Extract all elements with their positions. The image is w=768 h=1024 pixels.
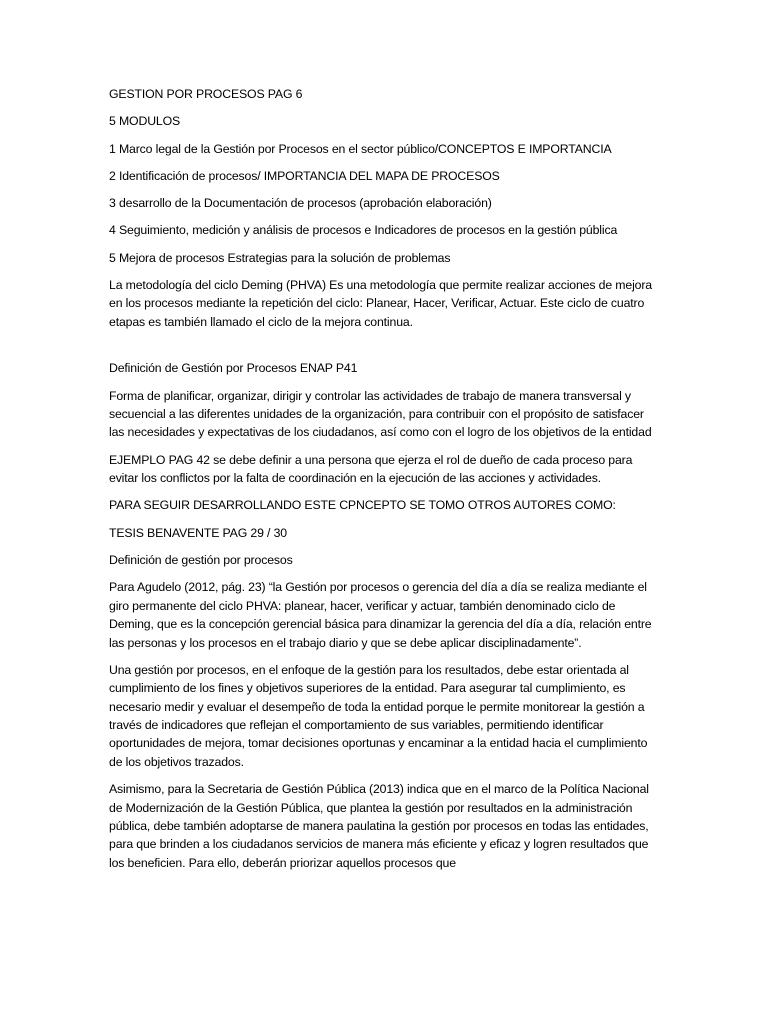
modules-label: 5 MODULOS bbox=[109, 114, 181, 129]
continue-note: PARA SEGUIR DESARROLLANDO ESTE CPNCEPTO SE TOMO OTROS AUTORES COMO: bbox=[109, 498, 616, 513]
thesis-heading: TESIS BENAVENTE PAG 29 / 30 bbox=[109, 525, 287, 540]
document-page bbox=[109, 85, 661, 881]
definition-heading: Definición de Gestión por Procesos ENAP P41 bbox=[109, 361, 358, 376]
module-item-3: 3 desarrollo de la Documentación de procesos (aprobación elaboración) bbox=[109, 196, 492, 211]
secretaria-paragraph: Asimismo, para la Secretaria de Gestión Pública (2013) indica que en el marco de la Política Nacional de Modernización de la Gestión Pública, que plantea la gestión por resultados en la administración pública, debe también adoptarse de manera paulatina la gestión por procesos en todas las entidades, para que brinden a los ciudadanos servicios de manera más eficiente y eficaz y logren resultados que los beneficien. Para ello, deberán priorizar aquellos procesos que bbox=[109, 782, 649, 870]
module-item-2: 2 Identificación de procesos/ IMPORTANCIA DEL MAPA DE PROCESOS bbox=[109, 168, 500, 183]
definition-paragraph: Forma de planificar, organizar, dirigir y controlar las actividades de trabajo de manera transversal y secuencial a las diferentes unidades de la organización, para contribuir con el propósito de satisfacer las necesidades y expectativas de los ciudadanos, así como con el logro de los objetivos de la entidad bbox=[109, 388, 652, 440]
agudelo-paragraph: Para Agudelo (2012, pág. 23) “la Gestión por procesos o gerencia del día a día se realiza mediante el giro permanente del ciclo PHVA: planear, hacer, verificar y actuar, también denominado ciclo de Deming, que es la concepción gerencial básica para dinamizar la gerencia del día a día, relación entre las personas y los procesos en el trabajo diario y que se debe aplicar disciplinadamente”. bbox=[109, 580, 652, 650]
document-heading: GESTION POR PROCESOS PAG 6 bbox=[109, 87, 303, 101]
deming-paragraph: La metodología del ciclo Deming (PHVA) Es una metodología que permite realizar acciones de mejora en los procesos mediante la repetición del ciclo: Planear, Hacer, Verificar, Actuar. Este ciclo de cuatro etapas es también llamado el ciclo de la mejora continua. bbox=[109, 278, 652, 329]
module-item-1: 1 Marco legal de la Gestión por Procesos en el sector público/CONCEPTOS E IMPORTANCIA bbox=[109, 141, 612, 156]
module-item-5: 5 Mejora de procesos Estrategias para la solución de problemas bbox=[109, 250, 451, 265]
thesis-subheading: Definición de gestión por procesos bbox=[109, 553, 293, 567]
results-paragraph: Una gestión por procesos, en el enfoque de la gestión para los resultados, debe estar orientada al cumplimiento de los fines y objetivos superiores de la entidad. Para asegurar tal cumplimiento, es necesario medir y evaluar el desempeño de toda la entidad porque le permite monitorear la gestión a través de indicadores que reflejan el comportamiento de sus variables, permitiendo identificar oportunidades de mejora, tomar decisiones oportunas y encaminar a la entidad hacia el cumplimiento de los objetivos trazados. bbox=[109, 662, 648, 769]
example-paragraph: EJEMPLO PAG 42 se debe definir a una persona que ejerza el rol de dueño de cada proceso para evitar los conflictos por la falta de coordinación en la ejecución de las acciones y actividades. bbox=[109, 452, 633, 486]
module-item-4: 4 Seguimiento, medición y análisis de procesos e Indicadores de procesos en la gestión pública bbox=[109, 223, 618, 238]
